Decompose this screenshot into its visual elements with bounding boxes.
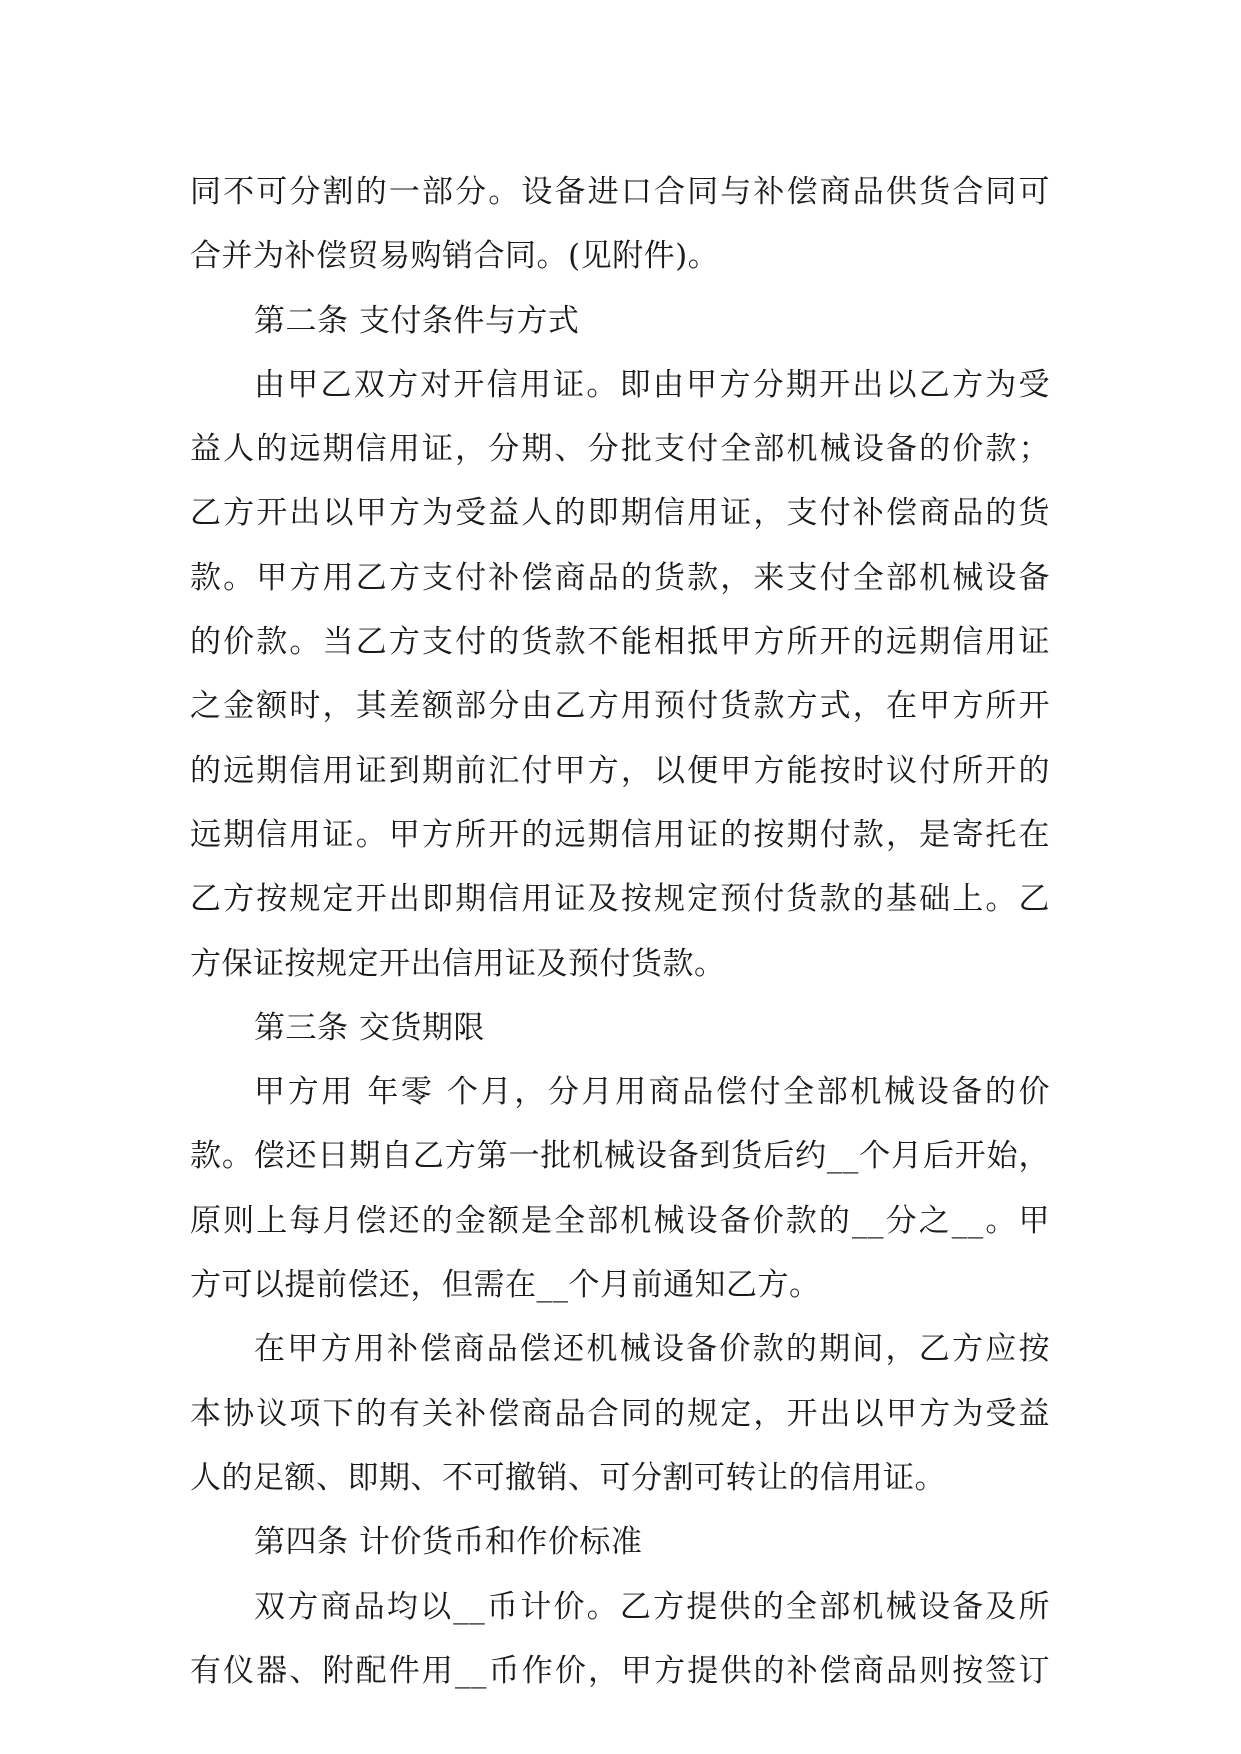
text-line: 远期信用证。甲方所开的远期信用证的按期付款，是寄托在 <box>190 816 1050 853</box>
text-line: 同不可分割的一部分。设备进口合同与补偿商品供货合同可 <box>190 174 1050 210</box>
text-line: 款。甲方用乙方支付补偿商品的货款，来支付全部机械设备 <box>190 559 1050 596</box>
paragraph-first-line: 双方商品均以__币计价。乙方提供的全部机械设备及所 <box>254 1588 1050 1625</box>
text-line: 的远期信用证到期前汇付甲方，以便甲方能按时议付所开的 <box>190 752 1050 789</box>
paragraph-first-line: 甲方用 年零 个月，分月用商品偿付全部机械设备的价 <box>254 1074 1050 1111</box>
article-heading: 第三条 交货期限 <box>254 1009 485 1046</box>
text-line: 乙方按规定开出即期信用证及按规定预付货款的基础上。乙 <box>190 881 1050 918</box>
paragraph-first-line: 由甲乙双方对开信用证。即由甲方分期开出以乙方为受 <box>254 366 1050 403</box>
text-line: 有仪器、附配件用__币作价，甲方提供的补偿商品则按签订 <box>190 1652 1050 1689</box>
document-page <box>190 160 1050 1703</box>
text-line: 原则上每月偿还的金额是全部机械设备价款的__分之__。甲 <box>190 1202 1050 1239</box>
text-line: 之金额时，其差额部分由乙方用预付货款方式，在甲方所开 <box>190 688 1050 725</box>
article-heading: 第二条 支付条件与方式 <box>254 302 580 339</box>
paragraph-first-line: 在甲方用补偿商品偿还机械设备价款的期间，乙方应按 <box>254 1331 1050 1368</box>
text-line: 本协议项下的有关补偿商品合同的规定，开出以甲方为受益 <box>190 1395 1050 1432</box>
text-line: 款。偿还日期自乙方第一批机械设备到货后约__个月后开始， <box>190 1138 1050 1175</box>
text-line: 人的足额、即期、不可撤销、可分割可转让的信用证。 <box>190 1459 946 1496</box>
text-line: 方保证按规定开出信用证及预付货款。 <box>190 945 726 982</box>
text-line: 合并为补偿贸易购销合同。(见附件)。 <box>190 238 720 275</box>
article-heading: 第四条 计价货币和作价标准 <box>254 1524 643 1561</box>
text-line: 的价款。当乙方支付的货款不能相抵甲方所开的远期信用证 <box>190 624 1050 661</box>
text-line: 乙方开出以甲方为受益人的即期信用证，支付补偿商品的货 <box>190 495 1050 532</box>
text-line: 益人的远期信用证，分期、分批支付全部机械设备的价款； <box>190 431 1050 468</box>
text-line: 方可以提前偿还，但需在__个月前通知乙方。 <box>190 1267 821 1304</box>
